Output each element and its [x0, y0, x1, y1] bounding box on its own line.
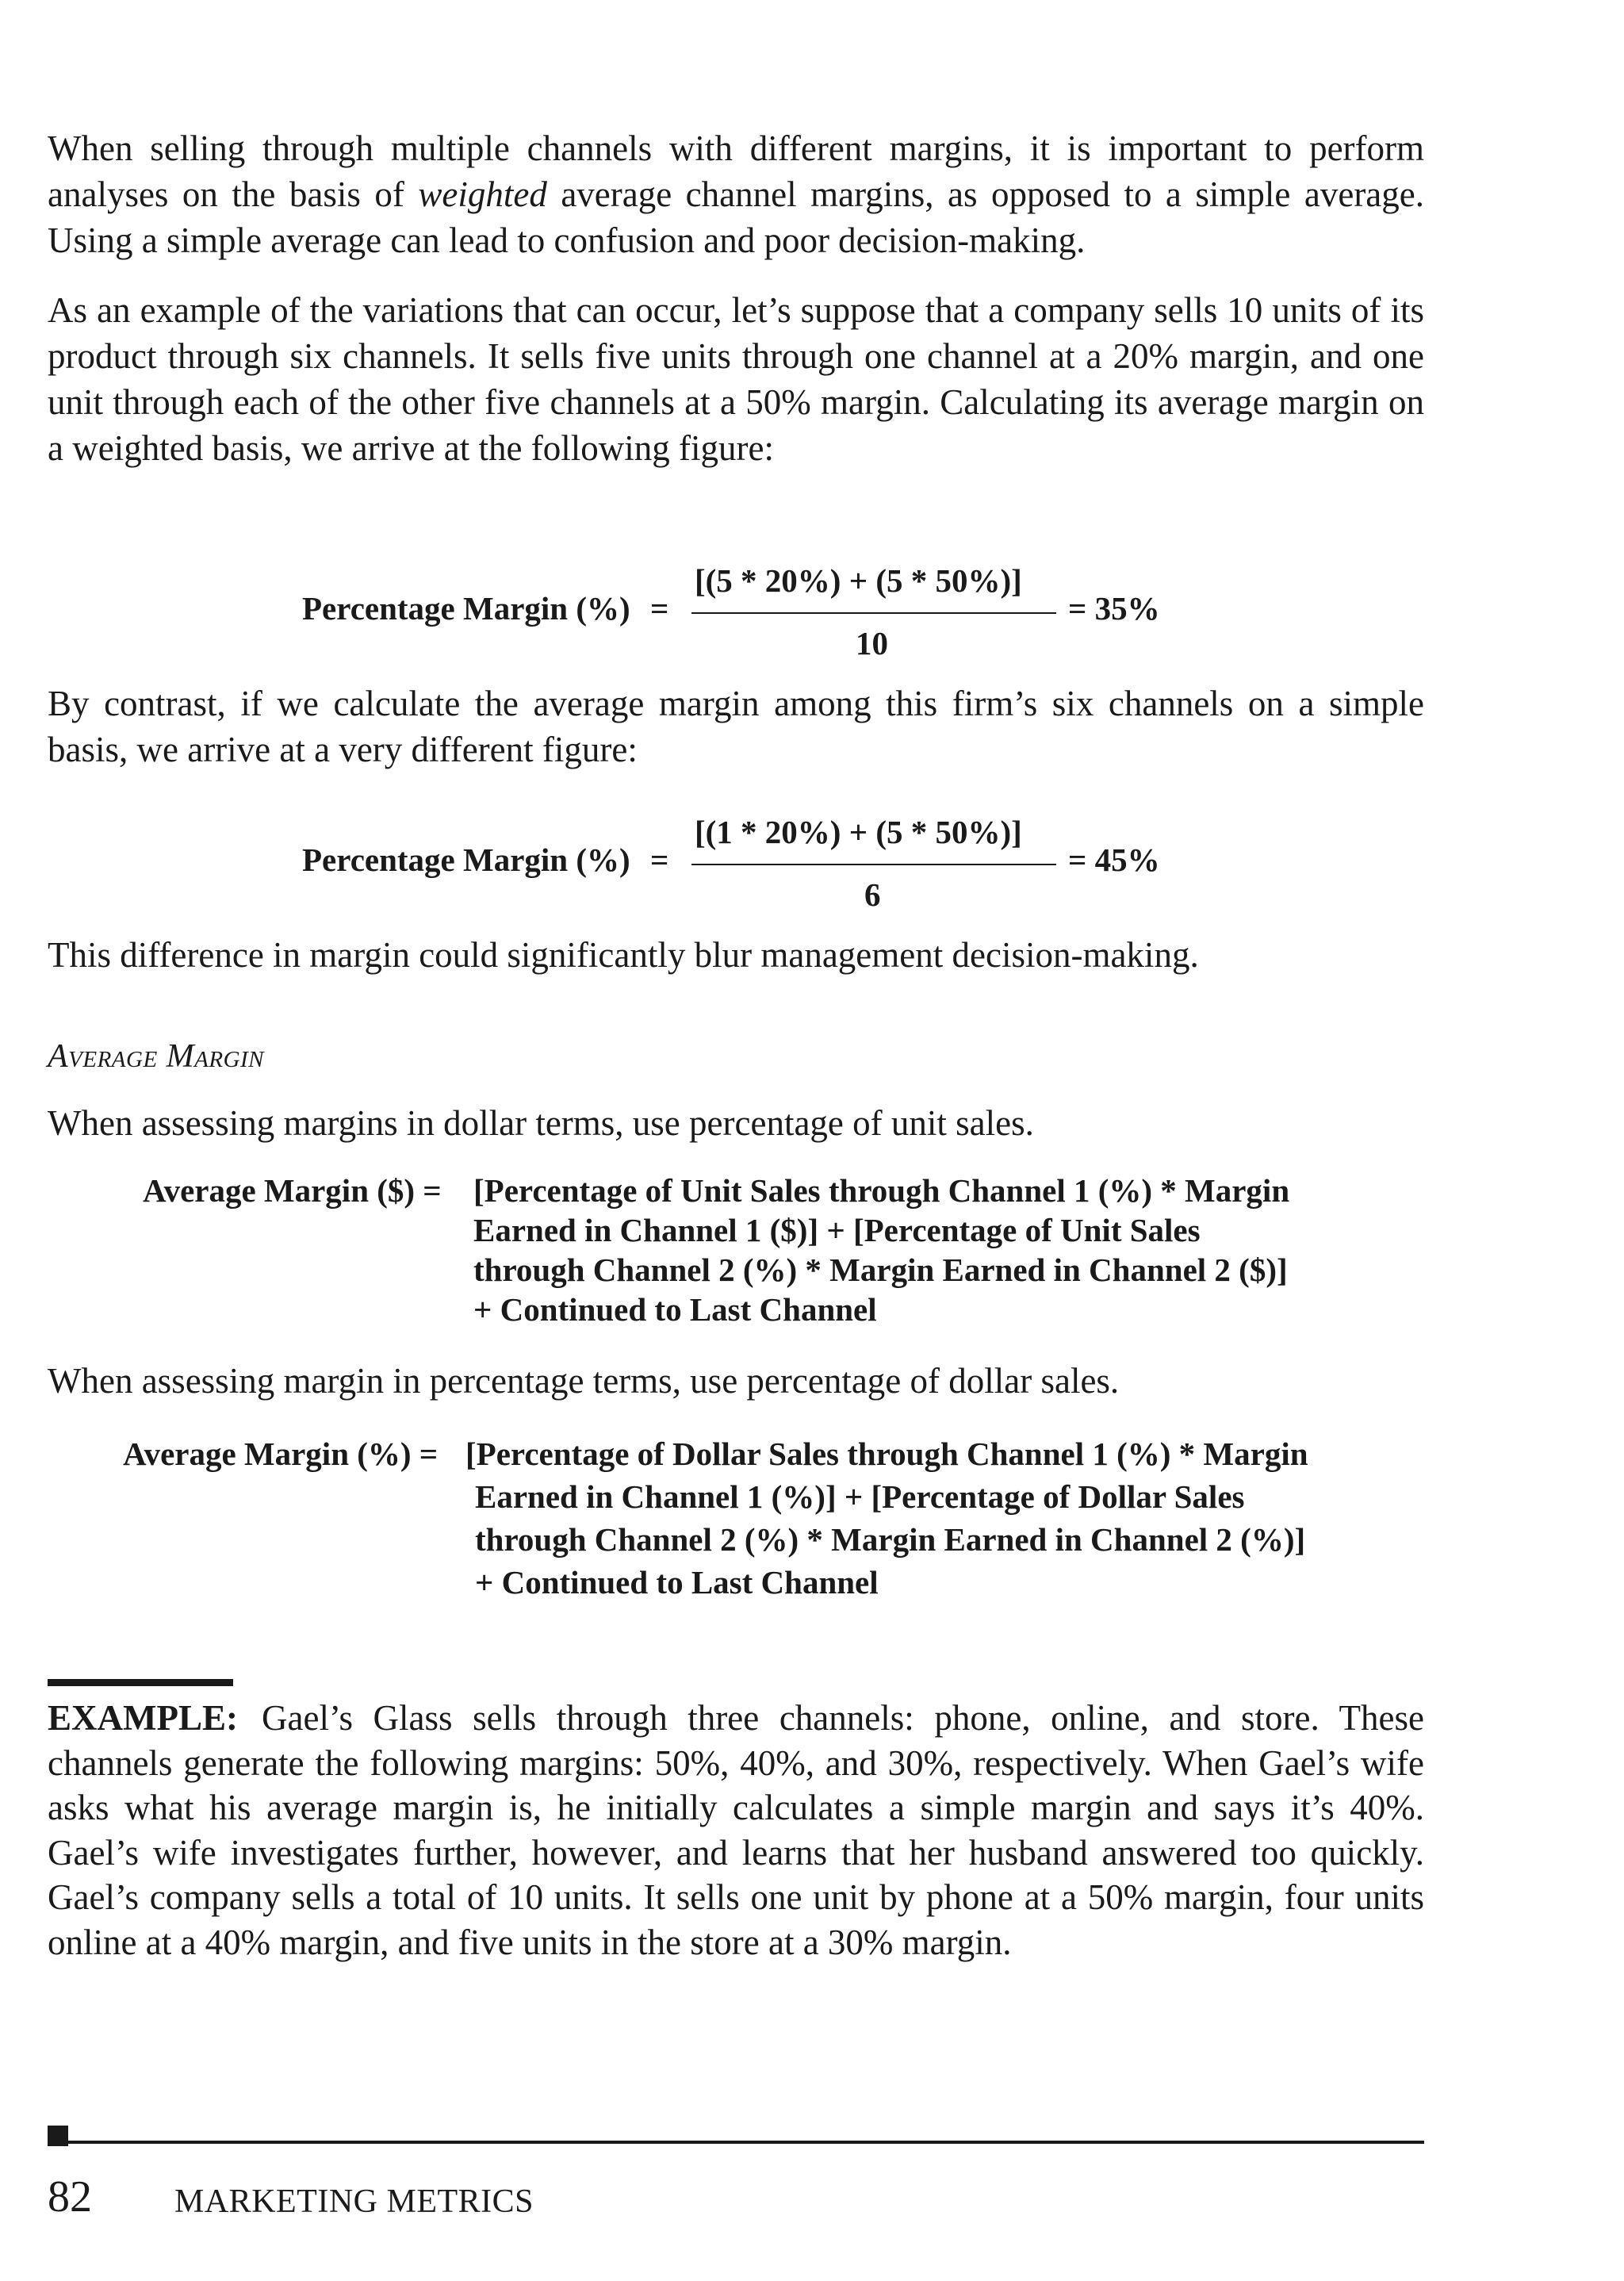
percent-formula-line-4: + Continued to Last Channel: [475, 1564, 879, 1601]
dollar-formula-line-2: Earned in Channel 1 ($)] + [Percentage of Unit Sales: [473, 1212, 1201, 1248]
dollar-formula-line-4: + Continued to Last Channel: [473, 1291, 877, 1328]
dollar-formula-line-1: [Percentage of Unit Sales through Channel 1 (%) * Margin: [473, 1172, 1290, 1209]
dollar-terms-intro: When assessing margins in dollar terms, use percentage of unit sales.: [48, 1103, 1034, 1143]
percent-formula-label: Average Margin (%) =: [123, 1436, 439, 1472]
intro-paragraph: [48, 125, 1424, 263]
example-text: Gael’s Glass sells through three channels: phone, online, and store. These channels generate the following margins: 50%, 40%, and 30%, respectively. When Gael’s wife asks what his average margin is, he initially calculates a simple margin and says it’s 40%. Gael’s wife investigates further, however, and learns that her husband answered too quickly. Gael’s company sells a total of 10 units. It sells one unit by phone at a 50% margin, four units online at a 40% margin, and five units in the store at a 30% margin.: [48, 1698, 1424, 1962]
formula1-result: = 35%: [1068, 590, 1160, 627]
running-title: MARKETING METRICS: [174, 2183, 534, 2220]
intro-text-end: average channel margins, as opposed to a simple average. Using a simple average can lead to confusion and poor decision-making.: [48, 174, 1424, 260]
footer-rule: [48, 2141, 1424, 2144]
formula1-numerator: [(5 * 20%) + (5 * 50%)]: [695, 562, 1022, 599]
percent-formula-line-3: through Channel 2 (%) * Margin Earned in Channel 2 (%)]: [475, 1521, 1306, 1558]
formula2-denominator: 6: [864, 876, 881, 913]
simple-basis-paragraph: By contrast, if we calculate the average margin among this firm’s six channels on a simple basis, we arrive at a very different figure:: [48, 684, 1424, 769]
dollar-formula-label: Average Margin ($) =: [143, 1172, 442, 1209]
dollar-formula-line-3: through Channel 2 (%) * Margin Earned in Channel 2 ($)]: [473, 1252, 1288, 1288]
formula1-equals: =: [650, 590, 669, 627]
percent-formula-line-2: Earned in Channel 1 (%)] + [Percentage of Dollar Sales: [475, 1478, 1245, 1515]
example-variations-paragraph: As an example of the variations that can occur, let’s suppose that a company sells 10 units of its product through six channels. It sells five units through one channel at a 20% margin, and one unit through each of the other five channels at a 50% margin. Calculating its average margin on a weighted basis, we arrive at the following figure:: [48, 290, 1424, 468]
formula2-label: Percentage Margin (%): [302, 841, 630, 878]
formula2-equals: =: [650, 841, 669, 878]
percent-formula-line-1: [Percentage of Dollar Sales through Channel 1 (%) * Margin: [465, 1436, 1308, 1472]
example-paragraph: [48, 1696, 1424, 1965]
page-number: 82: [48, 2172, 92, 2222]
formula1-denominator: 10: [856, 625, 888, 661]
difference-paragraph: This difference in margin could significantly blur management decision-making.: [48, 935, 1199, 975]
intro-text-start: When selling through multiple channels with different margins, it is important to perform analyses on the basis of: [48, 128, 1424, 214]
formula2-numerator: [(1 * 20%) + (5 * 50%)]: [695, 814, 1022, 850]
percentage-terms-intro: When assessing margin in percentage terms, use percentage of dollar sales.: [48, 1361, 1120, 1401]
formula1-label: Percentage Margin (%): [302, 590, 630, 627]
formula1-fraction-bar: [691, 612, 1056, 614]
formula2-result: = 45%: [1068, 841, 1160, 878]
formula2-fraction-bar: [691, 864, 1056, 865]
example-label: EXAMPLE:: [48, 1698, 238, 1738]
example-rule: [48, 1679, 233, 1686]
section-heading-average-margin: Average Margin: [48, 1038, 265, 1075]
emphasis-weighted: weighted: [418, 174, 547, 214]
